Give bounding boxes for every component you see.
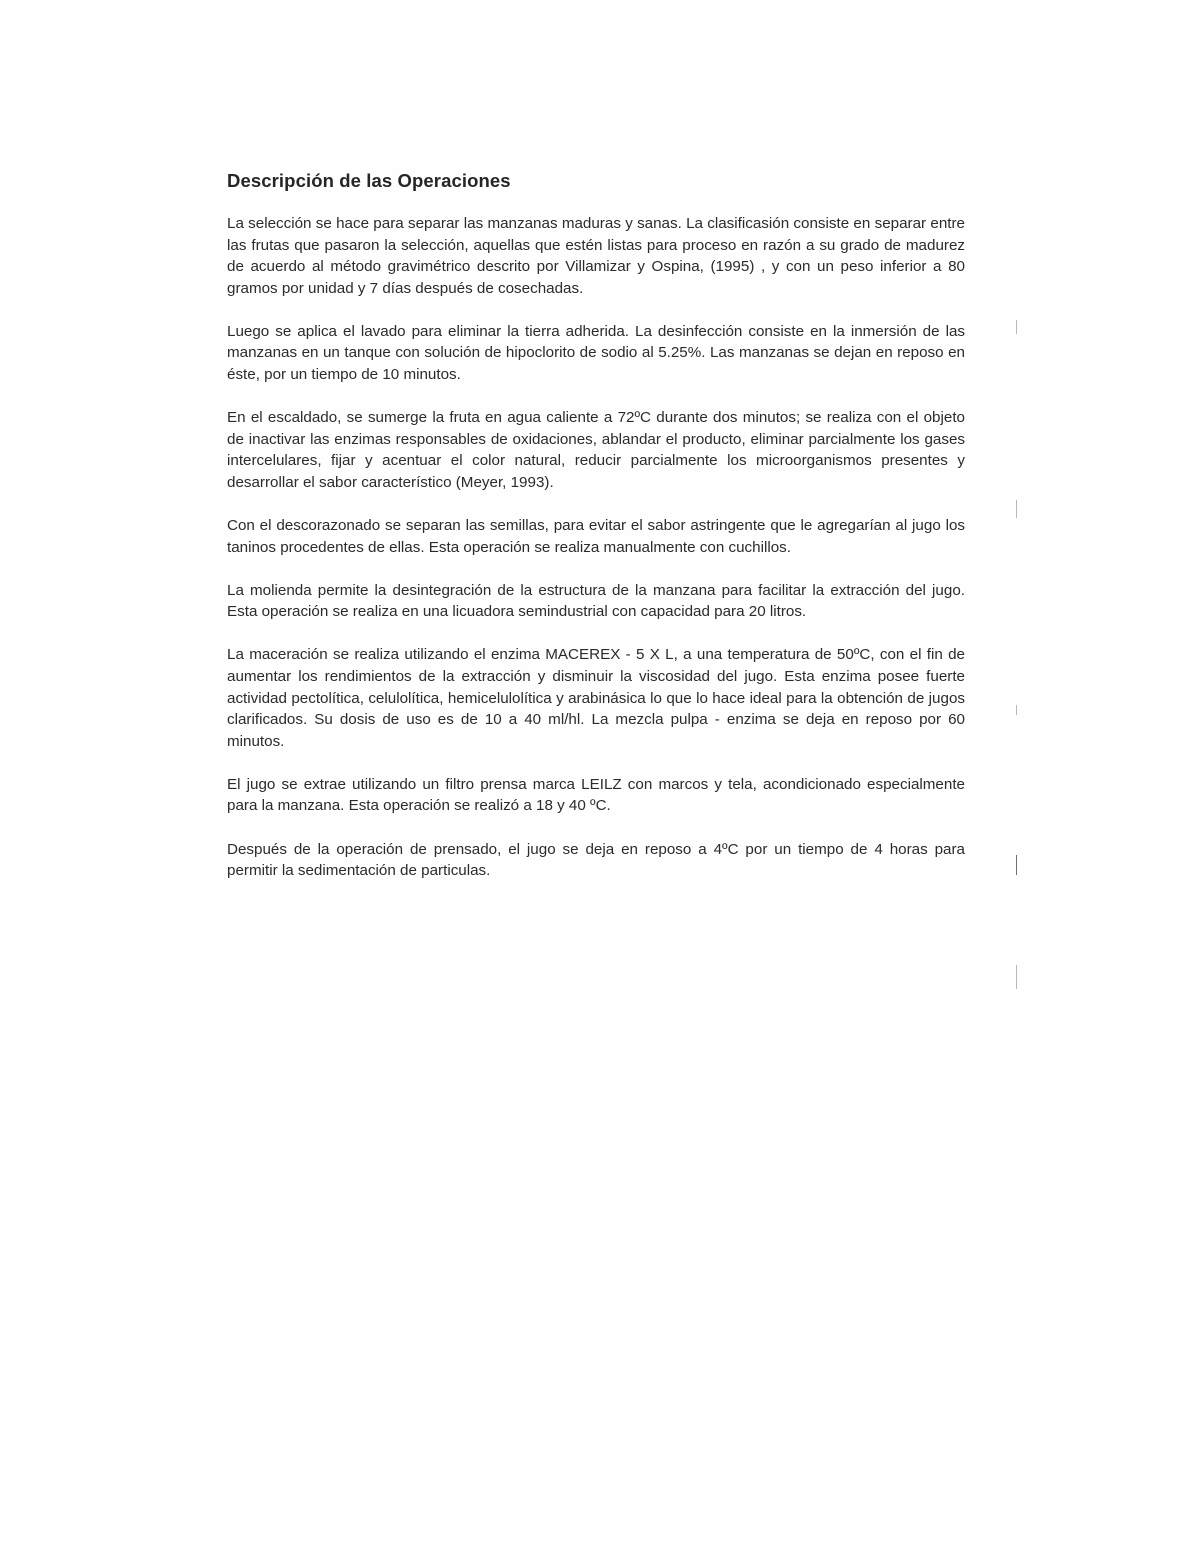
document-title: Descripción de las Operaciones bbox=[227, 170, 511, 191]
scan-artifact bbox=[1016, 320, 1017, 334]
paragraph-lavado: Luego se aplica el lavado para eliminar la tierra adherida. La desinfección consiste en la inmersión de las manzanas en un tanque con solución de hipoclorito de sodio al 5.25%. Las manzanas se dejan en reposo en éste, por un tiempo de 10 minutos. bbox=[227, 322, 965, 384]
scan-artifact bbox=[1016, 500, 1017, 518]
scan-artifact bbox=[1016, 705, 1017, 715]
paragraph-escaldado: En el escaldado, se sumerge la fruta en agua caliente a 72ºC durante dos minutos; se realiza con el objeto de inactivar las enzimas responsables de oxidaciones, ablandar el producto, eliminar parcialmente los gases intercelulares, fijar y acentuar el color natural, reducir parcialmente los microorganismos presentes y desarrollar el sabor característico (Meyer, 1993). bbox=[227, 409, 965, 491]
document-body bbox=[227, 170, 965, 903]
paragraph-maceracion: La maceración se realiza utilizando el enzima MACEREX - 5 X L, a una temperatura de 50ºC, con el fin de aumentar los rendimientos de la extracción y disminuir la viscosidad del jugo. Esta enzima posee fuerte actividad pectolítica, celulolítica, hemicelulolítica y arabinásica lo que lo hace ideal para la obtención de jugos clarificados. Su dosis de uso es de 10 a 40 ml/hl. La mezcla pulpa - enzima se deja en reposo por 60 minutos. bbox=[227, 646, 965, 750]
scan-artifact bbox=[1016, 855, 1017, 875]
paragraph-extraccion: El jugo se extrae utilizando un filtro prensa marca LEILZ con marcos y tela, acondicionado especialmente para la manzana. Esta operación se realizó a 18 y 40 ºC. bbox=[227, 775, 965, 815]
scan-artifact bbox=[1016, 965, 1017, 989]
paragraph-molienda: La molienda permite la desintegración de la estructura de la manzana para facilitar la extracción del jugo. Esta operación se realiza en una licuadora semindustrial con capacidad para 20 litros. bbox=[227, 581, 965, 621]
paragraph-reposo: Después de la operación de prensado, el jugo se deja en reposo a 4ºC por un tiempo de 4 horas para permitir la sedimentación de particulas. bbox=[227, 840, 965, 880]
paragraph-seleccion: La selección se hace para separar las manzanas maduras y sanas. La clasificasión consiste en separar entre las frutas que pasaron la selección, aquellas que estén listas para proceso en razón a su grado de madurez de acuerdo al método gravimétrico descrito por Villamizar y Ospina, (1995) , y con un peso inferior a 80 gramos por unidad y 7 días después de cosechadas. bbox=[227, 215, 965, 297]
paragraph-descorazonado: Con el descorazonado se separan las semillas, para evitar el sabor astringente que le agregarían al jugo los taninos procedentes de ellas. Esta operación se realiza manualmente con cuchillos. bbox=[227, 517, 965, 556]
